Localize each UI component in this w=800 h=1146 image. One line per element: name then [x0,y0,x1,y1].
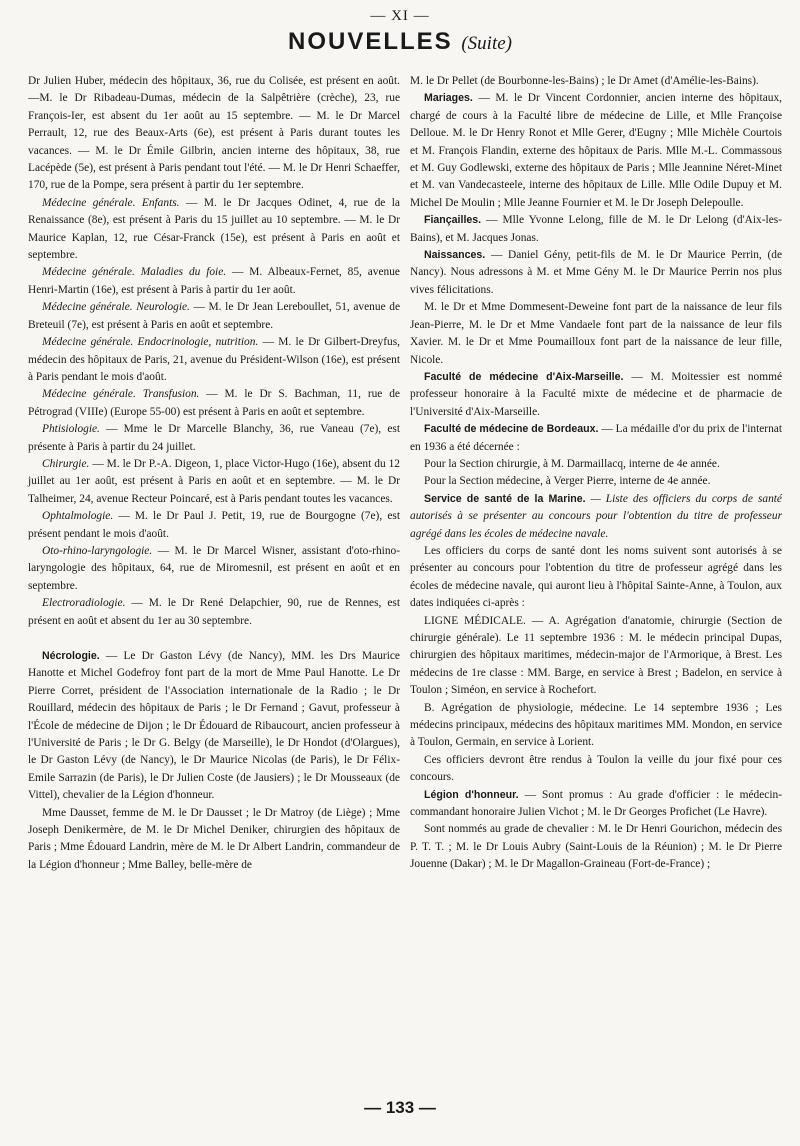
rc-p8: Pour la Section chirurgie, à M. Darmaillacq, interne de 4e année. [424,457,720,470]
lc-p1: Dr Julien Huber, médecin des hôpitaux, 36, rue du Colisée, est présent en août. —M. le Dr Ribadeau-Dumas, médecin de la Salpêtrière (crèche), 23, rue François-Ier, est absent du 1er août au 15 septembre. — M. le Dr Marcel Perrault, 12, rue des Beaux-Arts (6e), est présent à Paris durant toutes les vacances. — M. le Dr Émile Gilbrin, ancien interne des hôpitaux, 38, rue Lacépède (5e), est présent à Paris pendant tout l'été. — M. le Dr Henri Schaeffer, 170, rue de la Pompe, sera présent à partir du 1er septembre. [28,75,400,192]
lc-p10: Oto-rhino-laryngologie. — M. le Dr Marcel Wisner, assistant d'oto-rhino-laryngologie des hôpitaux, 64, rue de Miromesnil, est présent en août et en septembre. [28,544,400,592]
rc-p1: M. le Dr Pellet (de Bourbonne-les-Bains) ; le Dr Amet (d'Amélie-les-Bains). [410,75,759,87]
lc-p4: Médecine générale. Neurologie. — M. le Dr Jean Lereboullet, 51, avenue de Breteuil (7e), est présent à Paris en août et septembre. [28,301,400,331]
rc-p6: Faculté de médecine d'Aix-Marseille. — M. Moitessier est nommé professeur honoraire à la Faculté mixte de médecine et de pharmacie de l'Université d'Aix-Marseille. [410,370,783,418]
rc-p2: Mariages. — M. le Dr Vincent Cordonnier, ancien interne des hôpitaux, chargé de cours à la Faculté libre de médecine de Lille, et Mlle Françoise Delloue. M. le Dr Henry Ronot et Mlle Gerer, d'Eugny ; Mlle Michèle Courtois et M. François Flandin, externe des hôpitaux de Paris. Mlle M.-L. Commassous et M. Guy Godlewski, externe des hôpitaux de Paris ; Mlle Jeannine Néret-Minet et M. van Vandecasteele, interne des hôpitaux de Lille. Mlle Odile Dupuy et M. Michel De Moulin ; Mlle Jeanne Fournier et M. le Dr Joseph Delepoulle. [410,92,782,209]
lc-p11: Electroradiologie. — M. le Dr René Delapchier, 90, rue de Rennes, est présent en août et absent du 1er au 30 septembre. [28,597,400,627]
lc-p7: Phtisiologie. — Mme le Dr Marcelle Blanchy, 36, rue Vaneau (7e), est présente à Paris à partir du 24 juillet. [28,423,400,453]
rc-p13: B. Agrégation de physiologie, médecine. Le 14 septembre 1936 ; Les médecins principaux, médecins des hôpitaux maritimes MM. Mondon, en service à Toulon, Germain, en service à Lorient. [410,701,782,749]
left-column [28,73,400,874]
lc-p2: Médecine générale. Enfants. — M. le Dr Jacques Odinet, 4, rue de la Renaissance (8e), est présent à Paris du 15 juillet au 10 septembre. — M. le Dr Maurice Kaplan, 12, rue César-Franck (15e), est présent à Paris en août et septembre. [28,196,400,262]
rc-p5: M. le Dr et Mme Dommesent-Deweine font part de la naissance de leur fils Jean-Pierre, M. le Dr et Mme Vandaele font part de la naissance de leur fils Xavier. M. le Dr et Mme Poumailloux font part de la naissance de leur fille, Nicole. [410,301,782,366]
rc-p10: Service de santé de la Marine. — Liste des officiers du corps de santé autorisés à se présenter au concours pour l'obtention du titre de professeur agrégé dans les écoles de médecine navale. [410,492,782,540]
rc-p7: Faculté de médecine de Bordeaux. — La médaille d'or du prix de l'internat en 1936 a été décernée : [410,423,782,453]
rc-p12: LIGNE MÉDICALE. — A. Agrégation d'anatomie, chirurgie (Section de chirurgie générale). Le 11 septembre 1936 : M. le médecin principal Dupas, chirurgien des hôpitaux maritimes, médecin-major de l'Armorique, à Brest. Les médecins de 1re classe : MM. Barge, en service à Brest ; Badelon, en service à Toulon ; Siméon, en service à Rochefort. [410,614,782,697]
rc-p9: Pour la Section médecine, à Verger Pierre, interne de 4e année. [424,475,711,488]
right-column [410,73,782,874]
heading-title: NOUVELLES [287,28,453,55]
lc-p5: Médecine générale. Endocrinologie, nutrition. — M. le Dr Gilbert-Dreyfus, médecin des hôpitaux de Paris, 21, avenue du Président-Wilson (16e), est présent à Paris pendant le mois d'août. [28,336,400,383]
rc-p16: Sont nommés au grade de chevalier : M. le Dr Henri Gourichon, médecin des P. T. T. ; M. le Dr Louis Aubry (Saint-Louis de la Réunion) ; M. le Dr Pierre Jouenne (Dakar) ; M. le Dr Magallon-Graineau (Fort-de-France) ; [410,823,782,871]
section-heading [0,28,800,56]
rc-p14: Ces officiers devront être rendus à Toulon la veille du jour fixé pour ces concours. [410,753,782,784]
rc-p11: Les officiers du corps de santé dont les noms suivent sont autorisés à se présenter au concours pour l'obtention du titre de professeur agrégé dans les écoles de médecine navale, qui auront lieu à l'hôpital Sainte-Anne, à Toulon, aux dates indiquées ci-après : [410,544,782,610]
rc-p3: Fiançailles. — Mlle Yvonne Lelong, fille de M. le Dr Lelong (d'Aix-les-Bains), et M. Jacques Jonas. [410,214,782,244]
lc-p8: Chirurgie. — M. le Dr P.-A. Digeon, 1, place Victor-Hugo (16e), absent du 12 juillet au 1er août, est présent à Paris en août et en septembre. — M. le Dr Talheimer, 24, avenue Recteur Poincaré, est à Paris pendant toutes les vacances. [28,457,400,505]
rc-p15: Légion d'honneur. — Sont promus : Au grade d'officier : le médecin-commandant honoraire Julien Vichot ; M. le Dr Georges Profichet (Le Havre). [410,788,782,819]
lc-p6: Médecine générale. Transfusion. — M. le Dr S. Bachman, 11, rue de Pétrograd (VIIIe) (Europe 55-00) est présent à Paris en août et septembre. [28,388,400,418]
lc-p3: Médecine générale. Maladies du foie. — M. Albeaux-Fernet, 85, avenue Henri-Martin (16e), est présent à Paris à partir du 1er août. [28,266,400,296]
page-number: — 133 — [364,1098,436,1117]
heading-subtitle: (Suite) [461,33,512,54]
lc-p12: Nécrologie. — Le Dr Gaston Lévy (de Nancy), MM. les Drs Maurice Hanotte et Michel Godefroy font part de la mort de Mme Paul Hanotte. Le Dr Pierre Corret, président de l'Association internationale de la Radio ; le Dr Rouillard, médecin des hôpitaux de Paris ; le Dr Fernand ; Gavut, professeur à l'École de médecine de Dijon ; le Dr Édouard de Ribaucourt, ancien professeur à l'Université de Paris ; le Dr G. Belgy (de Marseille), le Dr Hondot (d'Olargues), le Dr Gaston Lévy (de Nancy), le Dr Maurice Nicolas (de Paris), le Dr Félix-Emile Sarrazin (de Paris), le Dr Julien Coste (de Jausiers) ; le Dr Mousseaux (de Vittel), chevalier de la Légion d'honneur. [28,650,400,802]
lc-p13: Mme Dausset, femme de M. le Dr Dausset ; le Dr Matroy (de Liège) ; Mme Joseph Denikermère, de M. le Dr Michel Deniker, chirurgien des hôpitaux de Paris ; Mme Édouard Landrin, mère de M. le Dr Albert Landrin, commandeur de la Légion d'honneur ; Mme Balley, belle-mère de [28,806,400,871]
roman-folio: — XI — [370,8,430,24]
lc-p9: Ophtalmologie. — M. le Dr Paul J. Petit, 19, rue de Bourgogne (7e), est présent pendant le mois d'août. [28,510,400,540]
rc-p4: Naissances. — Daniel Gény, petit-fils de M. le Dr Maurice Perrin, (de Nancy). Nous adressons à M. et Mme Gény M. le Dr Maurice Perrin nos plus vives félicitations. [410,249,782,296]
